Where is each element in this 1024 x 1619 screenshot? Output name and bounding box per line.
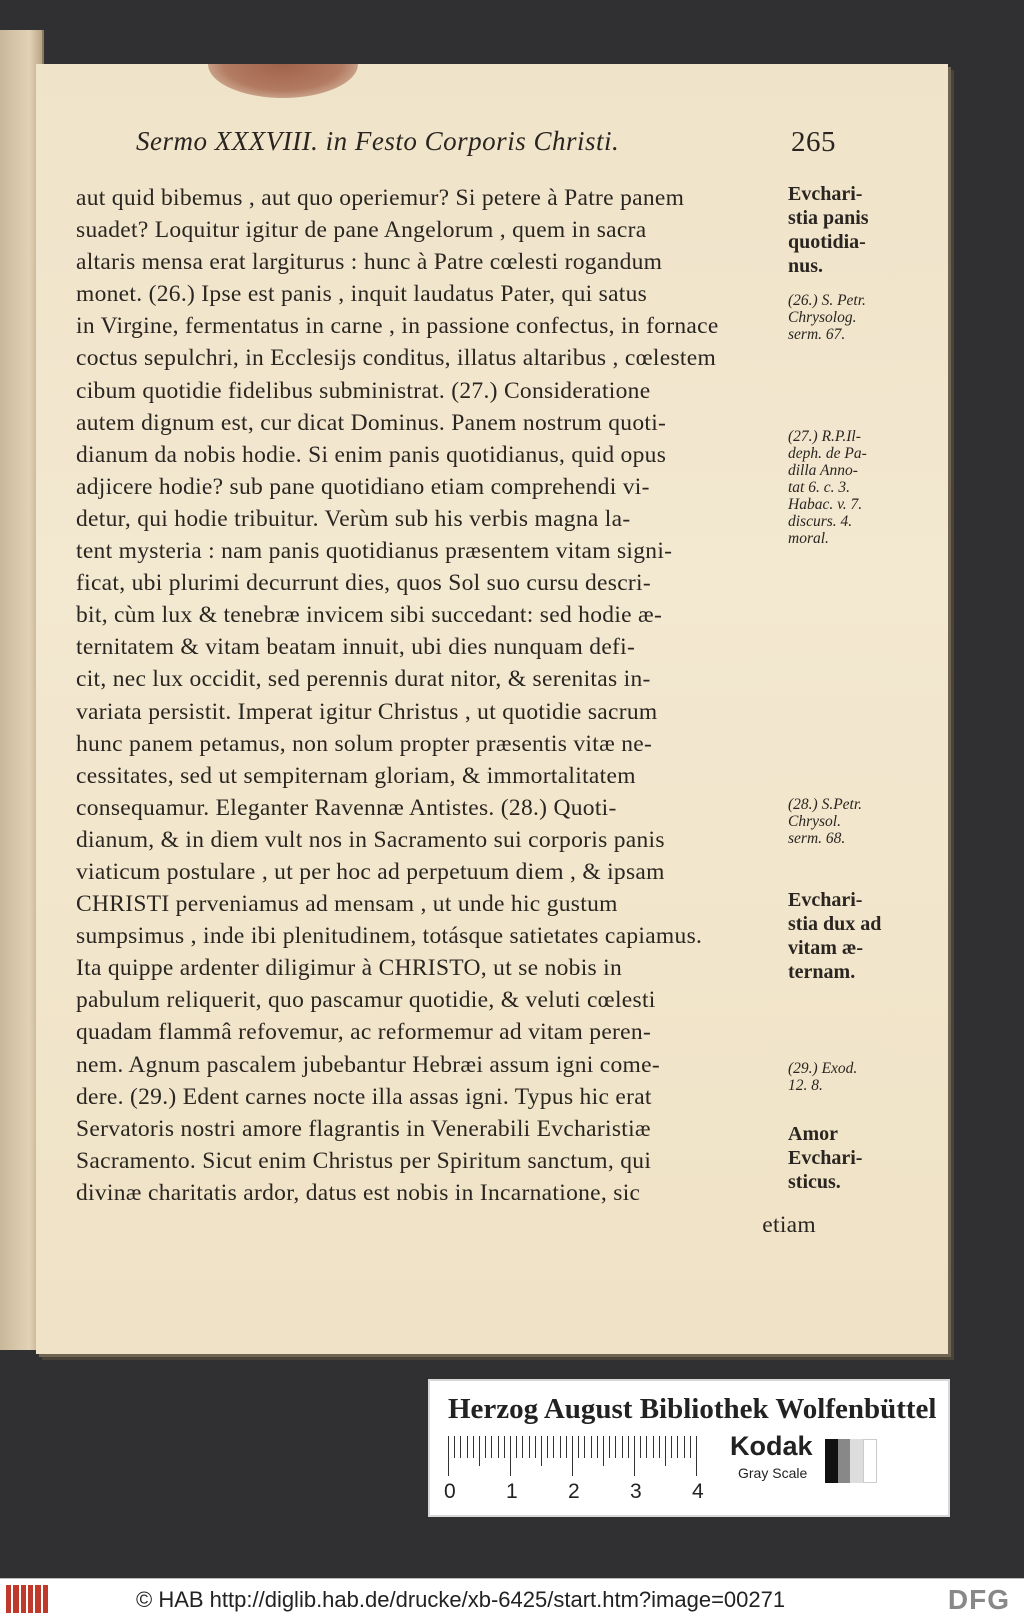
text-line: Servatoris nostri amore flagrantis in Venerabili Evcharistiæ [76, 1115, 651, 1142]
text-line: hunc panem petamus, non solum propter præsentis vitæ ne- [76, 730, 653, 757]
text-line: sumpsimus , inde ibi plenitudinem, totásque satietates capiamus. [76, 923, 703, 950]
running-header [136, 126, 836, 162]
footer-bar [0, 1578, 1024, 1619]
ruler-tick [615, 1436, 616, 1458]
text-line: consequamur. Eleganter Ravennæ Antistes. (28.) Quoti- [76, 794, 617, 821]
margin-note: (26.) S. Petr. Chrysolog. serm. 67. [788, 292, 866, 343]
ruler-tick [696, 1436, 697, 1476]
scale-ruler [444, 1436, 738, 1503]
ruler-tick [467, 1436, 468, 1458]
margin-note: Amor Evchari- sticus. [788, 1123, 863, 1193]
library-name: Herzog August Bibliothek Wolfenbüttel [448, 1393, 937, 1425]
ruler-tick [646, 1436, 647, 1458]
kodak-logo: Kodak [730, 1431, 813, 1461]
gray-scale-label: Gray Scale [738, 1465, 808, 1481]
margin-note: (28.) S.Petr. Chrysol. serm. 68. [788, 796, 863, 847]
text-line: cibum quotidie fidelibus subministrat. (27.) Consideratione [76, 377, 651, 404]
ruler-tick [547, 1436, 548, 1458]
ruler-tick [535, 1436, 536, 1458]
page-number: 265 [791, 126, 836, 158]
ruler-tick [684, 1436, 685, 1458]
ruler-tick [634, 1436, 635, 1476]
ruler-tick [628, 1436, 629, 1458]
library-label [428, 1379, 950, 1517]
barcode-icon [6, 1585, 48, 1613]
ruler-tick [498, 1436, 499, 1458]
ruler-tick [479, 1436, 480, 1466]
scale-number: 3 [630, 1480, 642, 1503]
text-line: bit, cùm lux & tenebræ invicem sibi succedant: sed hodie æ- [76, 602, 663, 629]
text-line: nem. Agnum pascalem jubebantur Hebræi assum igni come- [76, 1051, 660, 1078]
running-title: Sermo XXXVIII. in Festo Corporis Christi. [136, 126, 620, 156]
ruler-tick [572, 1436, 573, 1476]
ruler-tick [584, 1436, 585, 1458]
margin-note: (29.) Exod. 12. 8. [788, 1060, 858, 1094]
ruler-tick [510, 1436, 511, 1476]
ruler-tick [516, 1436, 517, 1458]
ruler-tick [454, 1436, 455, 1458]
ruler-tick [485, 1436, 486, 1458]
book-page [36, 64, 948, 1354]
ruler-tick [529, 1436, 530, 1458]
ruler-tick [504, 1436, 505, 1458]
gray-swatch [825, 1439, 877, 1483]
text-line: cit, nec lux occidit, sed perennis durat nitor, & serenitas in- [76, 666, 651, 693]
text-line: altaris mensa erat largiturus : hunc à Patre cœlesti rogandum [76, 249, 663, 276]
ruler-tick [460, 1436, 461, 1458]
ruler-tick [653, 1436, 654, 1458]
margin-note: Evchari- stia panis quotidia- nus. [788, 183, 869, 277]
text-line: CHRISTI perveniamus ad mensam , ut unde hic gustum [76, 891, 618, 918]
ruler-tick [473, 1436, 474, 1458]
scale-number: 1 [506, 1480, 518, 1503]
text-line: dianum, & in diem vult nos in Sacramento sui corporis panis [76, 826, 665, 853]
ruler-tick [553, 1436, 554, 1458]
text-line: viaticum postulare , ut per hoc ad perpetuum diem , & ipsam [76, 858, 665, 885]
ruler-tick [677, 1436, 678, 1458]
text-line: dianum da nobis hodie. Si enim panis quotidianus, quid opus [76, 441, 667, 468]
margin-note: Evchari- stia dux ad vitam æ- ternam. [788, 889, 882, 983]
ruler-tick [609, 1436, 610, 1458]
margin-note: (27.) R.P.Il- deph. de Pa- dilla Anno- tat 6. c. 3. Habac. v. 7. discurs. 4. moral. [788, 428, 867, 547]
ruler-tick [448, 1436, 449, 1476]
text-line: divinæ charitatis ardor, datus est nobis in Incarnatione, sic [76, 1179, 641, 1206]
ruler-tick [640, 1436, 641, 1458]
ruler-tick [597, 1436, 598, 1458]
stain-mark [208, 64, 358, 98]
footer-link[interactable]: © HAB http://diglib.hab.de/drucke/xb-6425/start.htm?image=00271 [136, 1587, 786, 1612]
text-line: quadam flammâ refovemur, ac reformemur ad vitam peren- [76, 1019, 652, 1046]
ruler-tick [578, 1436, 579, 1458]
ruler-tick [560, 1436, 561, 1458]
body-text [76, 182, 816, 1241]
scale-number: 4 [692, 1480, 704, 1503]
text-line: suadet? Loquitur igitur de pane Angelorum , quem in sacra [76, 217, 647, 244]
ruler-tick [591, 1436, 592, 1458]
ruler-tick [622, 1436, 623, 1458]
ruler-tick [671, 1436, 672, 1458]
scale-number: 0 [444, 1480, 456, 1503]
text-line: ternitatem & vitam beatam innuit, ubi dies nunquam defi- [76, 634, 636, 661]
text-line: autem dignum est, cur dicat Dominus. Panem nostrum quoti- [76, 409, 667, 436]
text-line: coctus sepulchri, in Ecclesijs conditus, illatus altaribus , cœlestem [76, 345, 717, 372]
ruler-tick [541, 1436, 542, 1466]
ruler-tick [603, 1436, 604, 1466]
ruler-tick [665, 1436, 666, 1466]
text-line: dere. (29.) Edent carnes nocte illa assas igni. Typus hic erat [76, 1083, 652, 1110]
text-line: ficat, ubi plurimi decurrunt dies, quos Sol suo cursu descri- [76, 570, 652, 597]
text-line: etiam [762, 1212, 816, 1238]
ruler-tick [491, 1436, 492, 1458]
text-line: variata persistit. Imperat igitur Christus , ut quotidie sacrum [76, 698, 658, 725]
scale-number: 2 [568, 1480, 580, 1503]
text-line: adjicere hodie? sub pane quotidiano etiam comprehendi vi- [76, 473, 650, 500]
text-line: Ita quippe ardenter diligimur à CHRISTO, ut se nobis in [76, 955, 623, 982]
text-line: detur, qui hodie tribuitur. Verùm sub his verbis magna la- [76, 505, 631, 532]
text-line: Sacramento. Sicut enim Christus per Spiritum sanctum, qui [76, 1147, 652, 1174]
text-line: monet. (26.) Ipse est panis , inquit laudatus Pater, qui satus [76, 281, 648, 308]
text-line: tent mysteria : nam panis quotidianus præsentem vitam signi- [76, 538, 673, 565]
ruler-tick [690, 1436, 691, 1458]
text-line: in Virgine, fermentatus in carne , in passione confectus, in fornace [76, 313, 719, 340]
text-line: cessitates, sed ut sempiternam gloriam, & immortalitatem [76, 762, 636, 789]
ruler-tick [659, 1436, 660, 1458]
text-line: aut quid bibemus , aut quo operiemur? Si petere à Patre panem [76, 185, 685, 211]
ruler-tick [566, 1436, 567, 1458]
text-line: pabulum reliquerit, quo pascamur quotidie, & veluti cœlesti [76, 987, 656, 1014]
ruler-tick [522, 1436, 523, 1458]
dfg-logo: DFG [947, 1584, 1010, 1615]
